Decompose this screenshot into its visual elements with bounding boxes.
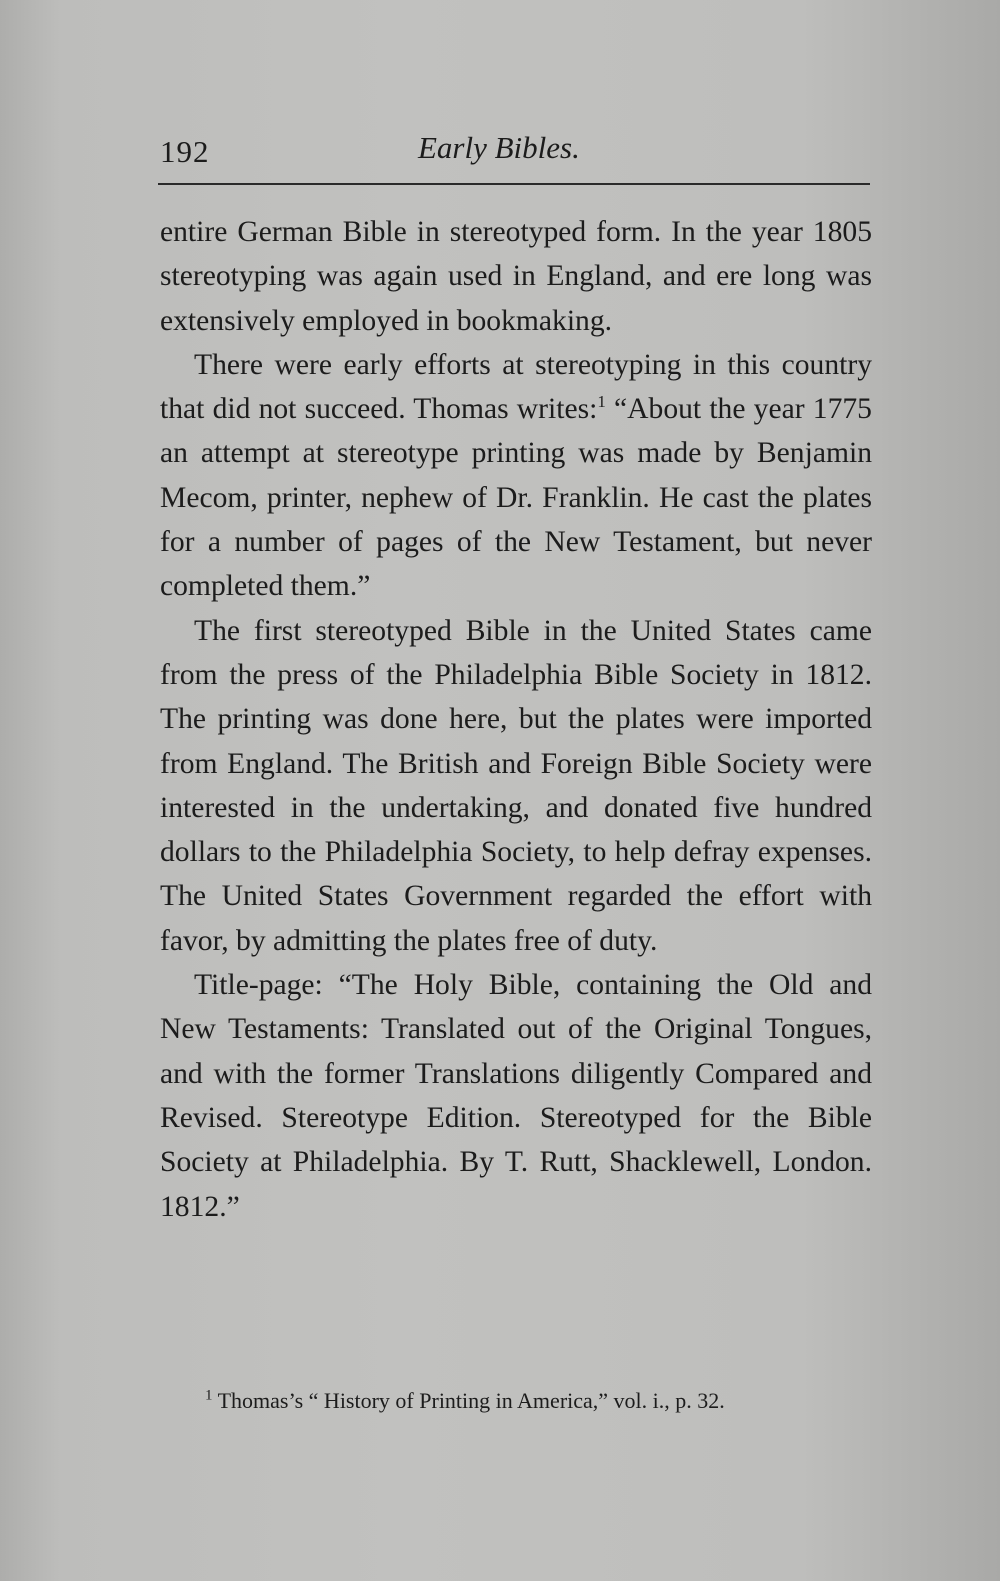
paragraph-2: [160, 343, 872, 609]
header-rule: [158, 183, 870, 185]
paragraph-2-quote: “About the year 1775 an attempt at stereotype printing was made by Benjamin Mecom, printer, nephew of Dr. Franklin. He cast the plates for a number of pages of the New Testament, but never completed them.”: [160, 393, 872, 603]
paragraph-3: The first stereotyped Bible in the United States came from the press of the Philadelphia Bible Society in 1812. The printing was done here, but the plates were imported from England. The British and Foreign Bible Society were interested in the undertaking, and donated five hundred dollars to the Philadelphia Society, to help defray expenses. The United States Government regarded the effort with favor, by admitting the plates free of duty.: [160, 614, 872, 957]
page-header: [160, 128, 870, 178]
footnote-reference: 1: [597, 392, 606, 412]
footnote-text: Thomas’s “ History of Printing in America,” vol. i., p. 32.: [217, 1388, 725, 1413]
running-title: Early Bibles.: [418, 130, 580, 165]
footnote: [205, 1386, 865, 1416]
paragraph-2-text: There were early efforts at stereotyping in this country that did not succeed. Thomas writes:: [160, 348, 872, 426]
paragraph-1: entire German Bible in stereotyped form. In the year 1805 stereotyping was again used in England, and ere long was extensively employed in bookmaking.: [160, 216, 872, 337]
page-number: 192: [160, 134, 210, 169]
paragraph-4: Title-page: “The Holy Bible, containing the Old and New Testaments: Translated out of the Original Tongues, and with the former Translations diligently Compared and Revised. Stereotype Edition. Stereotyped for the Bible Society at Philadelphia. By T. Rutt, Shacklewell, London. 1812.”: [160, 969, 872, 1223]
body-text: [160, 210, 872, 1229]
footnote-marker: 1: [205, 1387, 213, 1404]
